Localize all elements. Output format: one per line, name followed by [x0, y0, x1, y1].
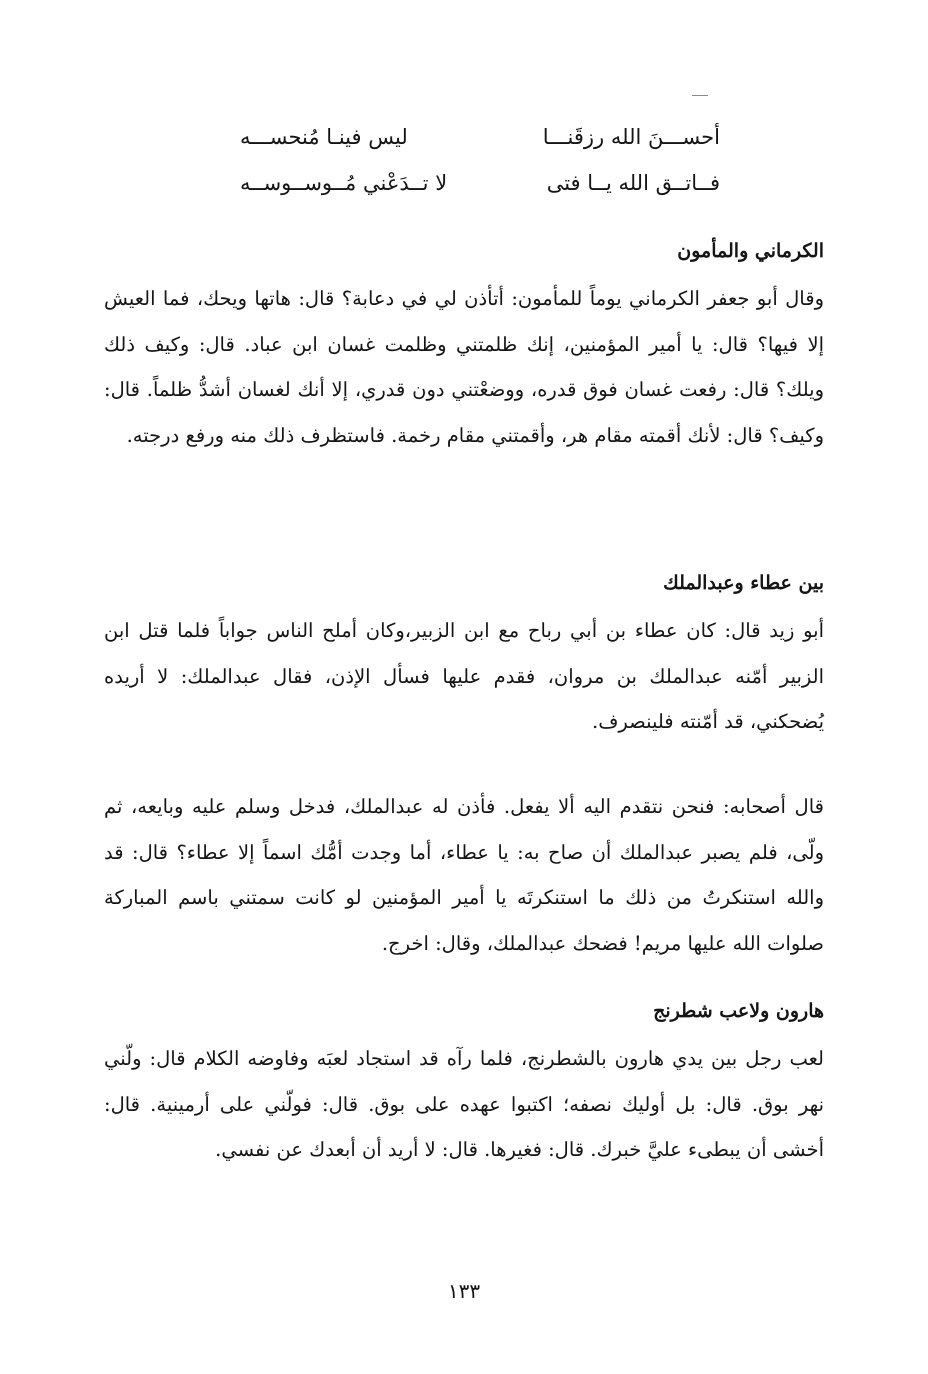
paragraph: قال أصحابه: فنحن نتقدم اليه ألا يفعل. فأذن له عبدالملك، فدخل وسلم عليه وبايعه، ثم ولّى، فلم يصبر عبدالملك أن صاح به: يا عطاء، أما وجدت أمُّك اسماً إلا عطاء؟ قال: قد والله استنكرتُ من ذلك ما استنكرتَه يا أمير المؤمنين لو كانت سمتني باسم المباركة صلوات الله عليها مريم! فضحك عبدالملك، وقال: اخرج. — [104, 795, 824, 955]
section-heading: الكرماني والمأمون — [677, 240, 824, 262]
poem-hemistich-first: أحســـنَ الله رزقَنـــا — [542, 125, 720, 149]
poem-hemistich-second: ليس فينـا مُنحســـه — [240, 125, 408, 149]
paragraph: لعب رجل بين يدي هارون بالشطرنج، فلما رآه قد استجاد لعبَه وفاوضه الكلام قال: ولّني نهر بوق. قال: بل أوليك نصفه؛ اكتبوا عهده على بوق. قال: فولّني على أرمينية. قال: أخشى أن يبطىء عليَّ خبرك. قال: فغيرها. قال: لا أريد أن أبعدك عن نفسي. — [104, 1047, 824, 1161]
poem-verse — [240, 120, 720, 166]
poem-hemistich-second: لا تــدَعْني مُــوســوســه — [240, 171, 448, 195]
paragraph: وقال أبو جعفر الكرماني يوماً للمأمون: أتأذن لي في دعابة؟ قال: هاتها ويحك، فما العيش إلا فيها؟ قال: يا أمير المؤمنين، إنك ظلمتني وظلمت غسان ابن عباد. قال: وكيف ذلك ويلك؟ قال: رفعت غسان فوق قدره، ووضعْتني دون قدري، إلا أنك لغسان أشدُّ ظلماً. قال: وكيف؟ قال: لأنك أقمته مقام هر، وأقمتني مقام رخمة. فاستظرف ذلك منه ورفع درجته. — [104, 287, 824, 447]
page-number: ١٣٣ — [447, 1279, 481, 1303]
paragraph: أبو زيد قال: كان عطاء بن أبي رباح مع ابن الزبير،وكان أملح الناس جواباً فلما قتل ابن الزبير أمّنه عبدالملك بن مروان، فقدم عليها فسأل الإذن، فقال عبدالملك: لا أريده يُضحكني، قد أمّنته فلينصرف. — [104, 619, 824, 733]
top-rule-mark — [692, 95, 708, 96]
poem-verse — [240, 166, 720, 212]
poem — [240, 120, 720, 212]
section-heading: بين عطاء وعبدالملك — [663, 572, 824, 594]
section-heading: هارون ولاعب شطرنج — [653, 1000, 824, 1022]
poem-hemistich-first: فــاتــق الله يــا فتى — [546, 171, 720, 195]
